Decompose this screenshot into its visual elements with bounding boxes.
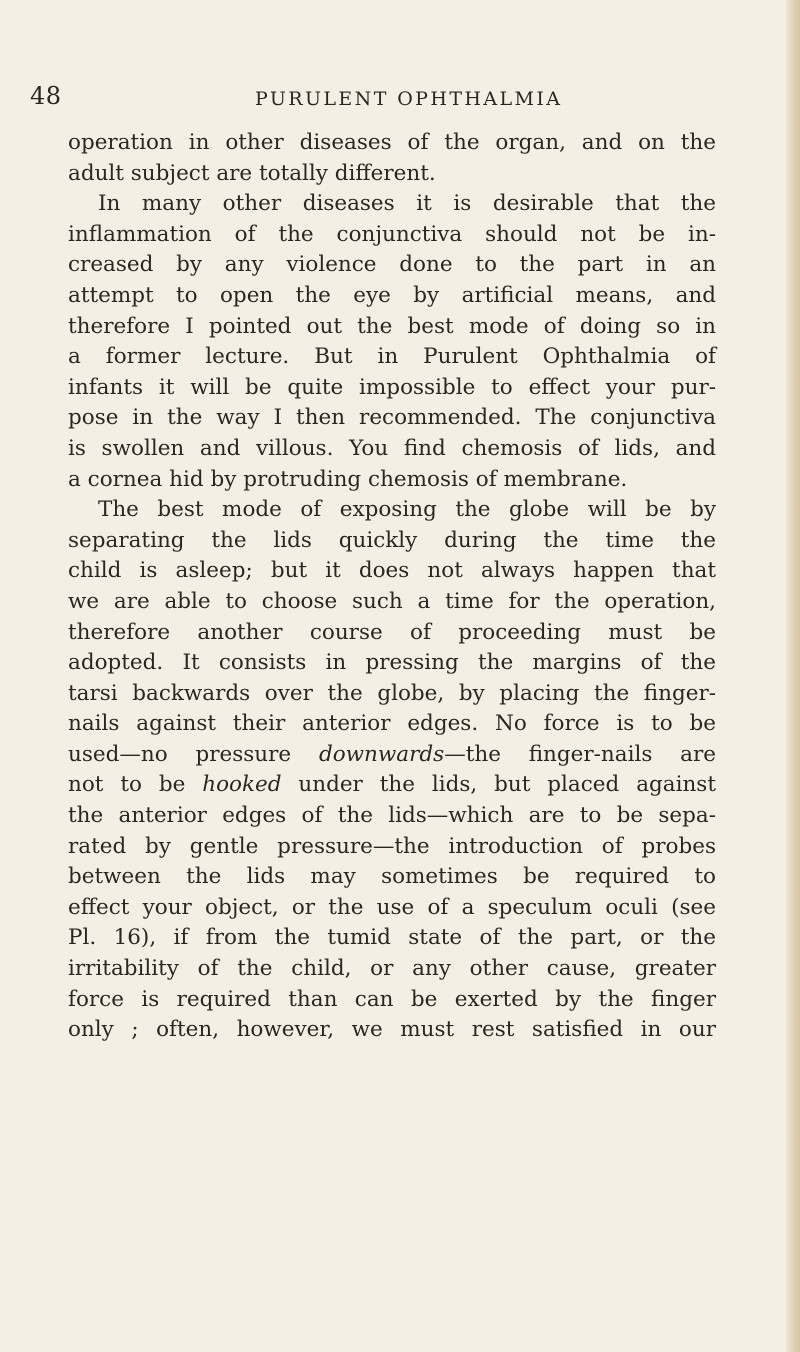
text-line — [68, 495, 716, 526]
text-segment: pose in the way I then recommended. The conjunctiva — [68, 405, 716, 431]
text-segment: irritability of the child, or any other cause, greater — [68, 956, 716, 982]
text-line — [68, 618, 716, 649]
running-head: PURULENT OPHTHALMIA — [255, 88, 563, 110]
text-line — [68, 189, 716, 220]
text-segment: child is asleep; but it does not always happen that — [68, 558, 716, 584]
text-line — [68, 740, 716, 771]
text-segment: separating the lids quickly during the time the — [68, 527, 716, 553]
body-text — [68, 128, 716, 1046]
text-segment: operation in other diseases of the organ, and on the — [68, 130, 716, 155]
text-segment: under the lids, but placed against — [281, 772, 716, 798]
page-number: 48 — [30, 82, 62, 110]
text-segment: Pl. 16), if from the tumid state of the part, or the — [68, 925, 716, 951]
text-segment: therefore another course of proceeding must be — [68, 619, 716, 645]
text-line — [68, 893, 716, 924]
text-segment: between the lids may sometimes be required to — [68, 864, 716, 890]
text-segment: force is required than can be exerted by the finger — [68, 986, 716, 1012]
text-segment: we are able to choose such a time for the operation, — [68, 588, 716, 614]
text-line — [68, 770, 716, 801]
text-line — [68, 403, 716, 434]
text-segment: In many other diseases it is desirable that the — [98, 191, 716, 217]
text-line — [68, 128, 716, 159]
text-segment: The best mode of exposing the globe will be by — [98, 497, 716, 523]
text-line — [68, 281, 716, 312]
text-line — [68, 648, 716, 679]
text-segment: not to be — [68, 772, 203, 798]
text-line — [68, 312, 716, 343]
text-line — [68, 556, 716, 587]
text-line — [68, 220, 716, 251]
text-line — [68, 159, 716, 190]
italic-text-segment: downwards — [318, 741, 445, 767]
text-segment: —the finger-nails are — [444, 741, 716, 767]
text-segment: the anterior edges of the lids—which are to be sepa- — [68, 803, 716, 829]
text-line — [68, 342, 716, 373]
text-segment: only ; often, however, we must rest satisfied in our — [68, 1017, 716, 1043]
text-segment: is swollen and villous. You find chemosis of lids, and — [68, 435, 716, 461]
text-segment: attempt to open the eye by artificial means, and — [68, 282, 716, 308]
text-line — [68, 526, 716, 557]
text-segment: inflammation of the conjunctiva should not be in- — [68, 221, 716, 247]
text-line — [68, 1015, 716, 1046]
italic-text-segment: hooked — [202, 772, 282, 798]
text-line — [68, 923, 716, 954]
text-segment: rated by gentle pressure—the introduction of probes — [68, 833, 716, 859]
page-edge-shadow — [786, 0, 800, 1352]
text-line — [68, 862, 716, 893]
text-line — [68, 709, 716, 740]
text-line — [68, 587, 716, 618]
text-line — [68, 250, 716, 281]
text-line — [68, 801, 716, 832]
text-segment: a former lecture. But in Purulent Ophthalmia of — [68, 344, 716, 370]
text-segment: effect your object, or the use of a speculum oculi (see — [68, 894, 716, 920]
text-segment: a cornea hid by protruding chemosis of membrane. — [68, 466, 628, 492]
text-line — [68, 679, 716, 710]
text-segment: therefore I pointed out the best mode of doing so in — [68, 313, 716, 339]
text-line — [68, 954, 716, 985]
text-segment: adult subject are totally different. — [68, 160, 436, 186]
text-line — [68, 832, 716, 863]
text-segment: adopted. It consists in pressing the margins of the — [68, 650, 716, 676]
text-line — [68, 985, 716, 1016]
text-segment: nails against their anterior edges. No force is to be — [68, 711, 716, 737]
text-segment: tarsi backwards over the globe, by placing the finger- — [68, 680, 716, 706]
text-segment: used—no pressure — [68, 741, 319, 767]
text-line — [68, 434, 716, 465]
text-segment: infants it will be quite impossible to effect your pur- — [68, 374, 716, 400]
text-line — [68, 373, 716, 404]
text-segment: creased by any violence done to the part in an — [68, 252, 716, 278]
text-line — [68, 465, 716, 496]
